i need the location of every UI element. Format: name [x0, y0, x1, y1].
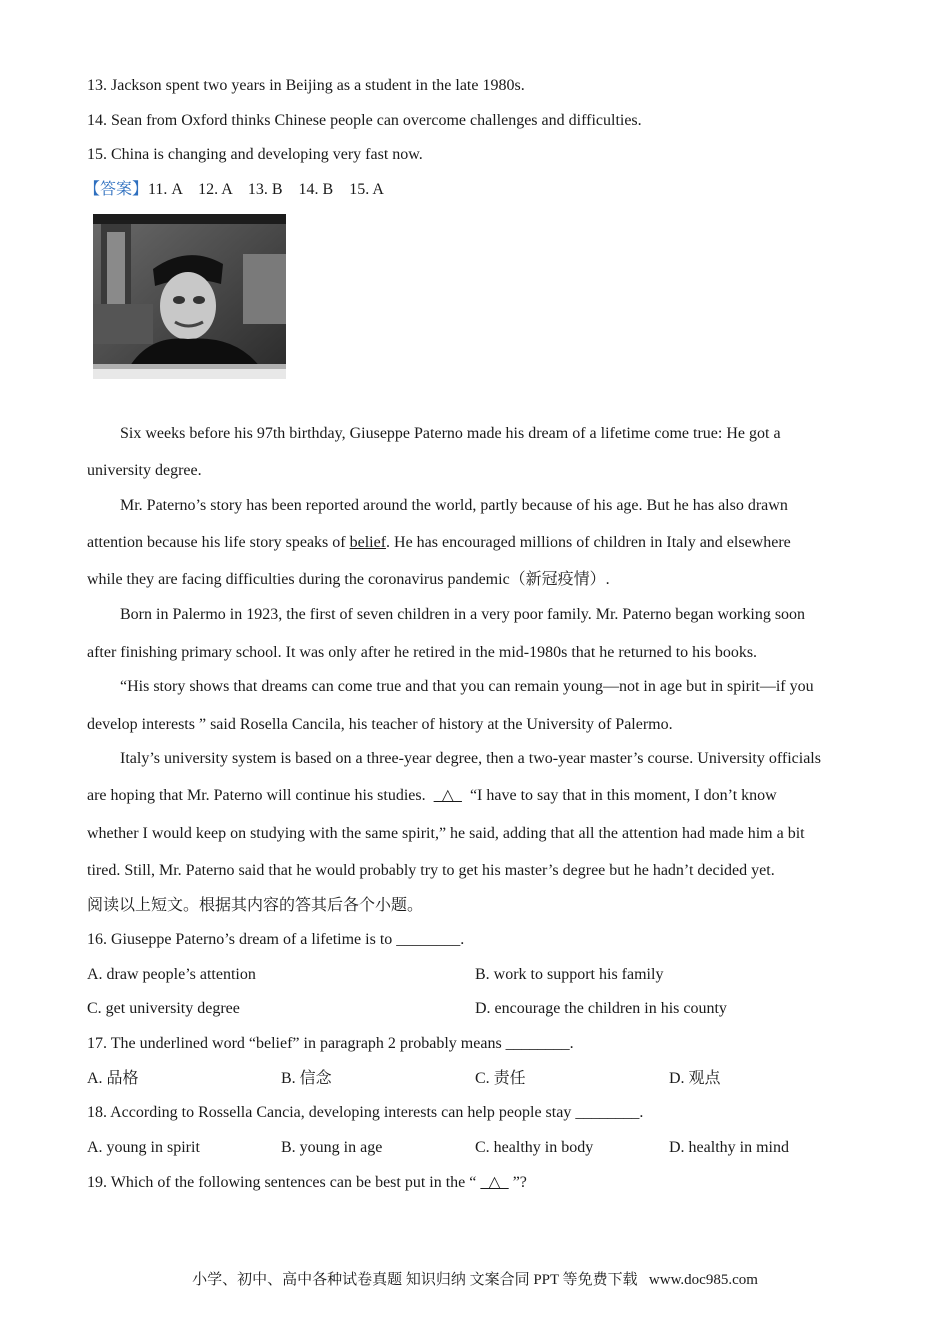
passage-p1-line1: Six weeks before his 97th birthday, Giuseppe Paterno made his dream of a lifetime come true: He got a — [120, 425, 781, 442]
portrait-photo — [93, 214, 286, 379]
passage-p3-line1: Born in Palermo in 1923, the first of seven children in a very poor family. Mr. Paterno began working soon — [120, 606, 806, 623]
footer-text: 小学、初中、高中各种试卷真题 知识归纳 文案合同 PPT 等免费下载 www.doc985.com — [192, 1272, 758, 1288]
q18-option-a: A. young in spirit — [87, 1139, 200, 1156]
passage-p1-line2: university degree. — [87, 462, 202, 479]
passage-p2-text-pre: attention because his life story speaks of — [87, 534, 350, 551]
answer-line — [84, 180, 384, 200]
passage-p4-line2: develop interests ” said Rosella Cancila, his teacher of history at the University of Palermo. — [87, 716, 673, 733]
q17-option-b: B. 信念 — [281, 1070, 332, 1087]
q18-option-b: B. young in age — [281, 1139, 383, 1156]
passage-p2-line2 — [87, 533, 791, 553]
prev-question-15: 15. China is changing and developing very fast now. — [87, 146, 423, 163]
q16-option-a: A. draw people’s attention — [87, 966, 256, 983]
q18-option-d: D. healthy in mind — [669, 1139, 789, 1156]
q18-stem: 18. According to Rossella Cancia, developing interests can help people stay ________. — [87, 1104, 644, 1121]
answer-tag: 【答案】 — [84, 181, 149, 198]
q19-blank-triangle: △ — [480, 1174, 509, 1191]
q17-option-c: C. 责任 — [475, 1070, 526, 1087]
passage-p5-line3: whether I would keep on studying with the same spirit,” he said, adding that all the attention had made him a bit — [87, 825, 805, 842]
q16-option-b: B. work to support his family — [475, 966, 664, 983]
answer-text: 11. A 12. A 13. B 14. B 15. A — [148, 181, 384, 198]
q16-option-d: D. encourage the children in his county — [475, 1000, 727, 1017]
passage-p2-text-post: . He has encouraged millions of children in Italy and elsewhere — [386, 534, 791, 551]
q19-text-post: ”? — [512, 1174, 527, 1191]
passage-p3-line2: after finishing primary school. It was only after he retired in the mid-1980s that he returned to his books. — [87, 644, 758, 661]
underlined-word-belief: belief — [349, 534, 387, 551]
q18-option-c: C. healthy in body — [475, 1139, 594, 1156]
q17-stem: 17. The underlined word “belief” in paragraph 2 probably means ________. — [87, 1035, 574, 1052]
q19-stem — [87, 1173, 527, 1193]
prev-question-14: 14. Sean from Oxford thinks Chinese people can overcome challenges and difficulties. — [87, 112, 642, 129]
passage-p5-line1: Italy’s university system is based on a three-year degree, then a two-year master’s course. University officials — [120, 750, 821, 767]
passage-p4-line1: “His story shows that dreams can come true and that you can remain young—not in age but in spirit—if you — [120, 678, 814, 695]
q17-option-d: D. 观点 — [669, 1070, 721, 1087]
q16-stem: 16. Giuseppe Paterno’s dream of a lifetime is to ________. — [87, 931, 465, 948]
blank-triangle: △ — [433, 787, 462, 804]
passage-p5-text-post: “I have to say that in this moment, I don’t know — [465, 787, 777, 804]
passage-p5-text-pre: are hoping that Mr. Paterno will continue his studies. — [87, 787, 430, 804]
passage-p2-line1: Mr. Paterno’s story has been reported around the world, partly because of his age. But he has also drawn — [120, 497, 788, 514]
prev-question-13: 13. Jackson spent two years in Beijing as a student in the late 1980s. — [87, 77, 525, 94]
passage-p5-line2 — [87, 786, 777, 806]
q16-option-c: C. get university degree — [87, 1000, 240, 1017]
passage-p5-line4: tired. Still, Mr. Paterno said that he would probably try to get his master’s degree but he hadn’t decided yet. — [87, 862, 775, 879]
instruction: 阅读以上短文。根据其内容的答其后各个小题。 — [87, 897, 424, 914]
q19-text-pre: 19. Which of the following sentences can be best put in the “ — [87, 1174, 477, 1191]
q17-option-a: A. 品格 — [87, 1070, 139, 1087]
passage-p2-line3: while they are facing difficulties during the coronavirus pandemic（新冠疫情）. — [87, 571, 610, 588]
